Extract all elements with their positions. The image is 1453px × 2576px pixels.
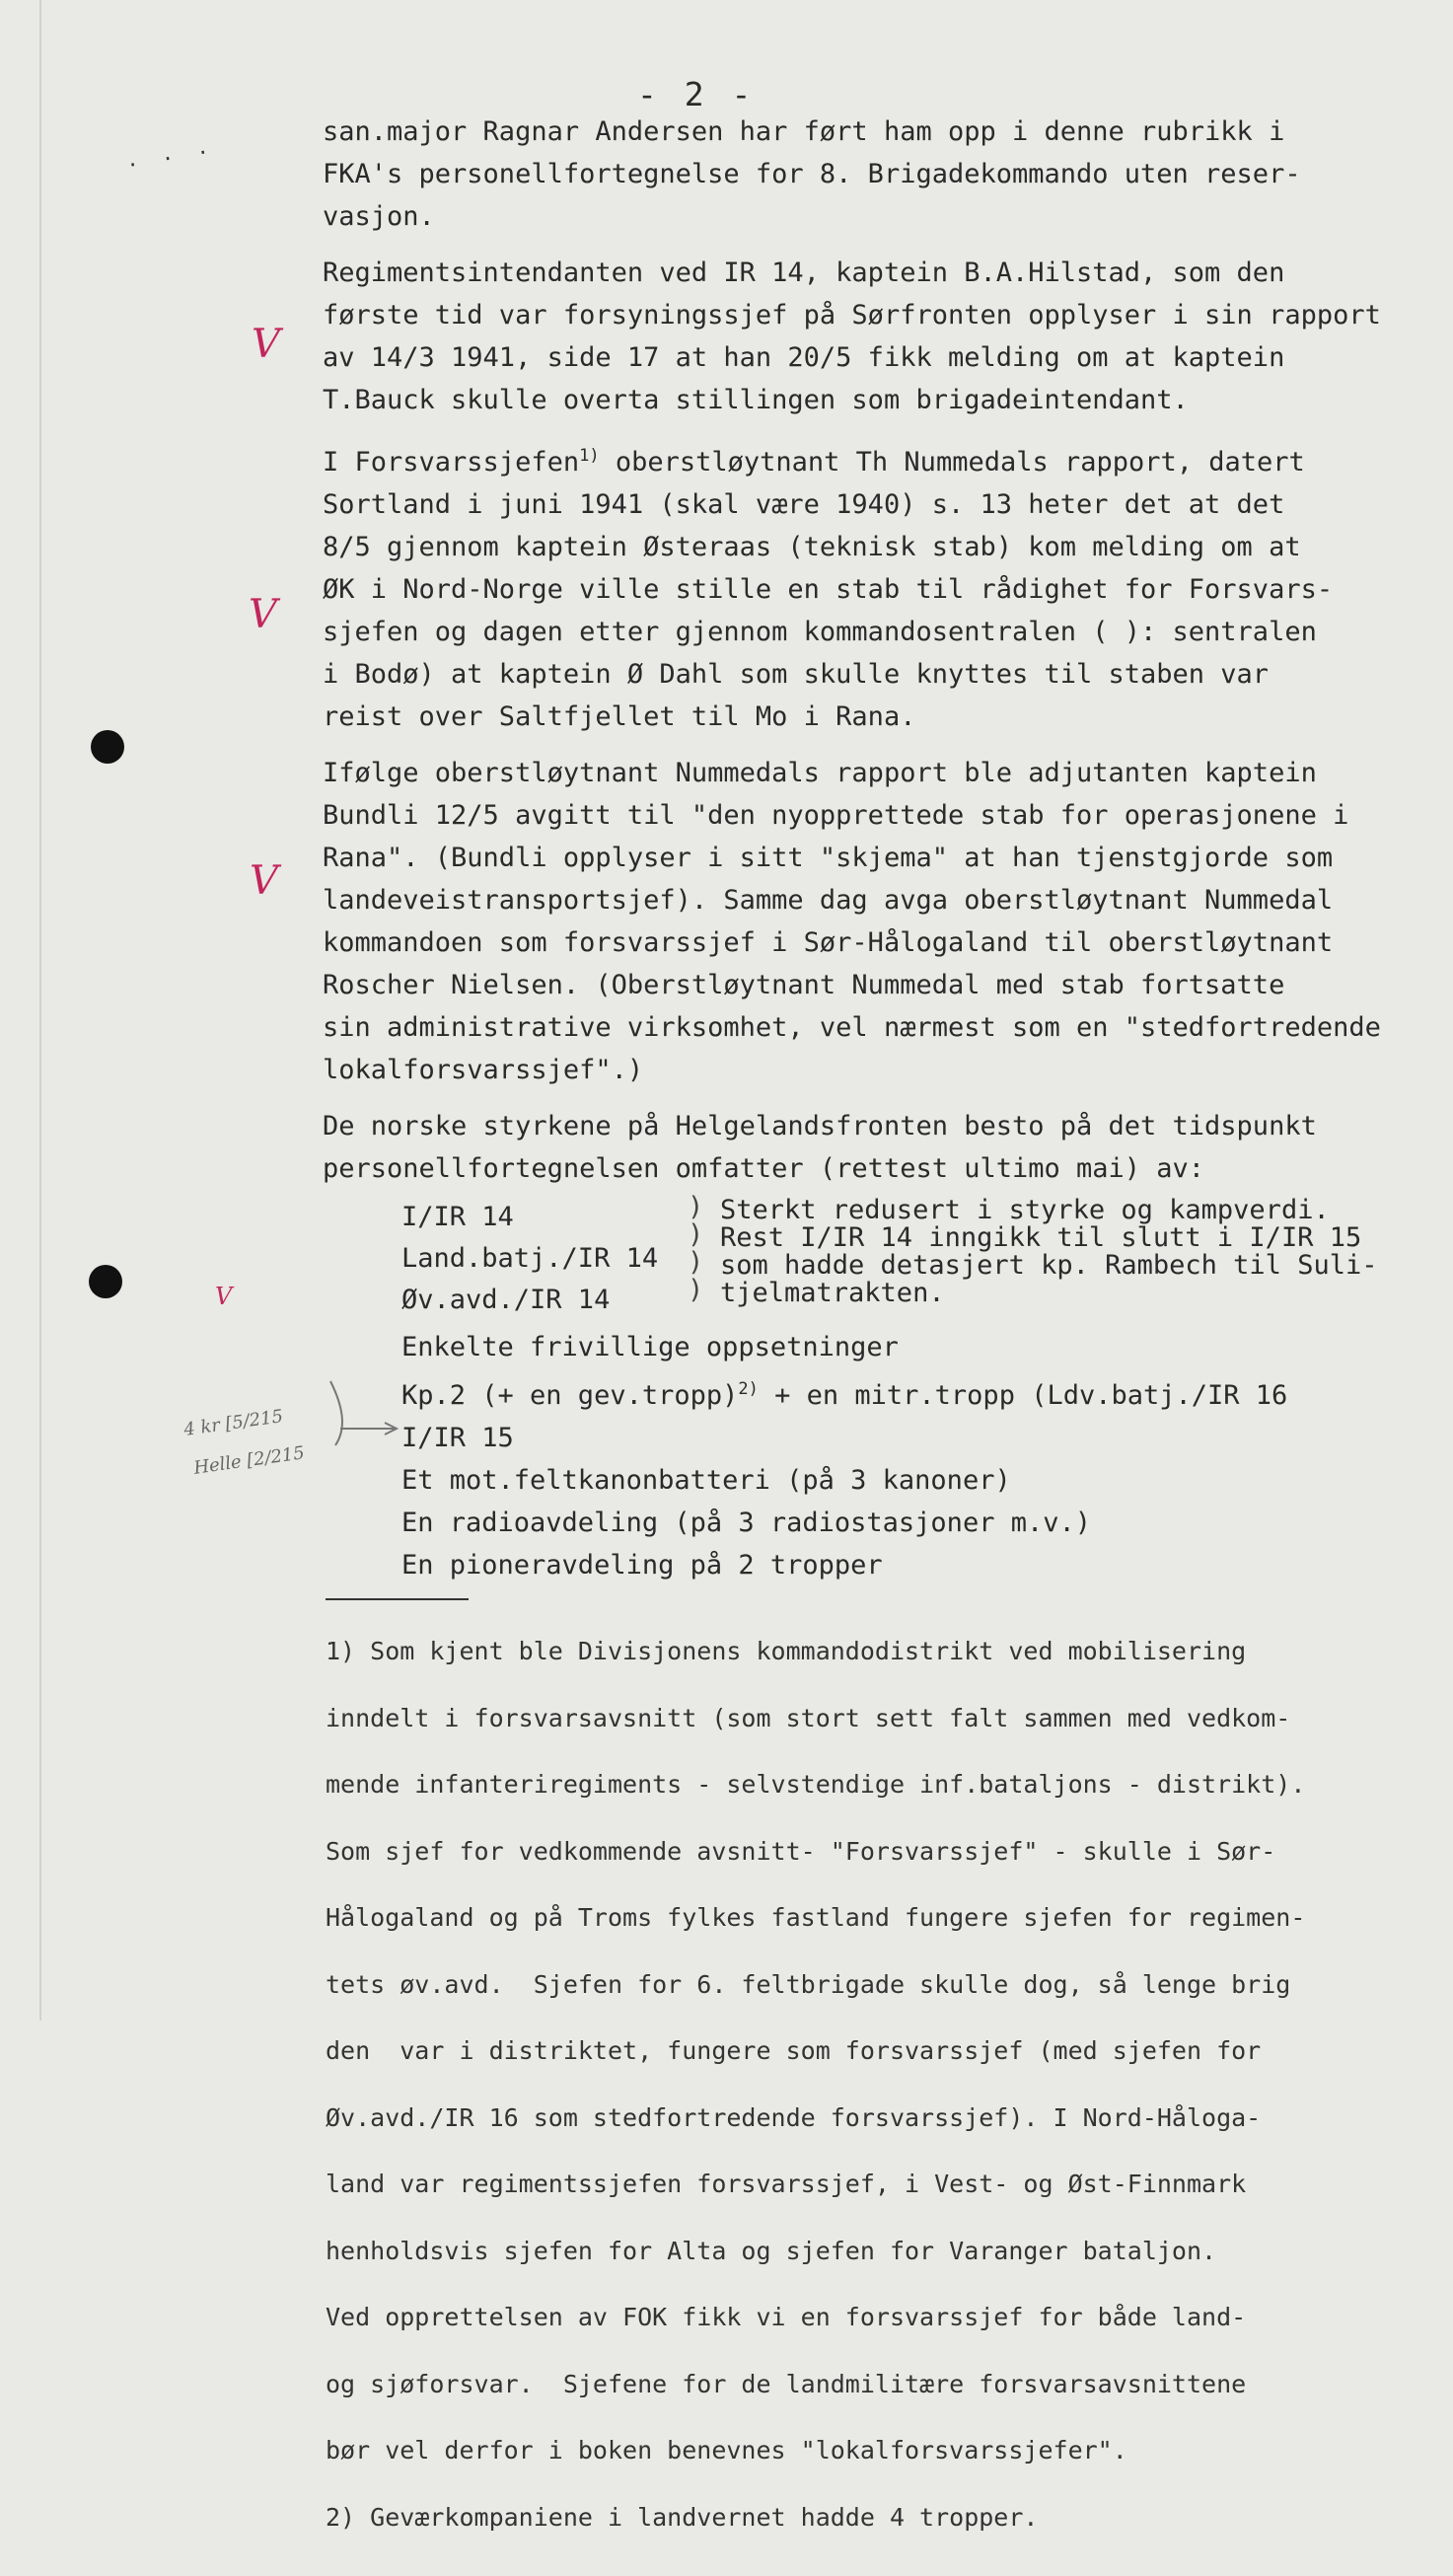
footnote-line: bør vel derfor i boken benevnes "lokalforsvarssjefer". — [326, 2436, 1127, 2465]
unit-item: Et mot.feltkanonbatteri (på 3 kanoner) — [401, 1465, 1011, 1496]
text-line: san.major Ragnar Andersen har ført ham opp i denne rubrikk i — [323, 116, 1285, 147]
footnote-ref: 1) — [579, 446, 600, 466]
footnote-ref: 2) — [738, 1379, 759, 1399]
footnote-line: Hålogaland og på Troms fylkes fastland fungere sjefen for regimen- — [326, 1903, 1306, 1932]
body-text — [323, 110, 1427, 1190]
footnote-line: mende infanteriregiments - selvstendige inf.bataljons - distrikt). — [326, 1770, 1306, 1799]
footnote-line: land var regimentssjefen forsvarssjef, i Vest- og Øst-Finnmark — [326, 2170, 1247, 2198]
footnote-line: 2) Geværkompaniene i landvernet hadde 4 tropper. — [326, 2502, 1039, 2532]
text-line: lokalforsvarssjef".) — [323, 1055, 644, 1085]
text-line: Bundli 12/5 avgitt til "den nyopprettede stab for operasjonene i — [323, 800, 1349, 831]
text-line: reist over Saltfjellet til Mo i Rana. — [323, 701, 916, 732]
footnote-line: inndelt i forsvarsavsnitt (som stort sett falt sammen med vedkom- — [326, 1703, 1291, 1732]
unit-item: Øv.avd./IR 14 — [401, 1285, 611, 1315]
text-line: T.Bauck skulle overta stillingen som brigadeintendant. — [323, 385, 1189, 415]
unit-item: Land.batj./IR 14 — [401, 1243, 659, 1274]
unit-item — [401, 1368, 1287, 1417]
note-line: Sterkt redusert i styrke og kampverdi. — [720, 1195, 1330, 1225]
check-mark-icon: V — [252, 322, 280, 367]
text-line: sin administrative virksomhet, vel nærmest som en "stedfortredende — [323, 1012, 1381, 1043]
note-line: tjelmatrakten. — [720, 1278, 945, 1308]
page-number: - 2 - — [637, 75, 756, 113]
text-line: personellfortegnelsen omfatter (rettest ultimo mai) av: — [323, 1153, 1205, 1184]
unit-item: Enkelte frivillige oppsetninger — [401, 1332, 899, 1362]
check-mark-icon: V — [249, 592, 277, 637]
footnote-line: den var i distriktet, fungere som forsvarssjef (med sjefen for — [326, 2036, 1262, 2065]
text-line: Rana". (Bundli opplyser i sitt "skjema" at han tjenstgjorde som — [323, 843, 1334, 873]
text-fragment: + en mitr.tropp (Ldv.batj./IR 16 — [758, 1380, 1288, 1411]
pencil-ticks: · · · — [124, 138, 217, 178]
footnote-line: Øv.avd./IR 16 som stedfortredende forsvarssjef). I Nord-Hålogа- — [326, 2102, 1262, 2132]
text-line: Ifølge oberstløytnant Nummedals rapport ble adjutanten kaptein — [323, 758, 1317, 788]
text-fragment: oberstløytnant Th Nummedals rapport, datert — [599, 447, 1305, 478]
note-line: som hadde detasjert kp. Rambech til Suli- — [720, 1250, 1378, 1281]
footnote-line: Ved opprettelsen av FOK fikk vi en forsvarssjef for både land- — [326, 2303, 1247, 2331]
punch-hole — [91, 730, 124, 764]
unit-item: En pioneravdeling på 2 tropper — [401, 1550, 883, 1581]
grouping-brace: ) ) ) ) — [688, 1192, 704, 1305]
unit-list — [401, 1197, 658, 1321]
footnote-line: henholdsvis sjefen for Alta og sjefen for Varanger bataljon. — [326, 2236, 1217, 2265]
additional-units — [401, 1326, 1287, 1586]
check-mark-icon: V — [215, 1283, 233, 1310]
unit-item: En radioavdeling (på 3 radiostasjoner m.v.) — [401, 1508, 1091, 1538]
fold-line — [39, 0, 41, 2021]
unit-item: I/IR 15 — [401, 1423, 514, 1453]
text-line: i Bodø) at kaptein Ø Dahl som skulle knyttes til staben var — [323, 659, 1270, 690]
text-line: Regimentsintendanten ved IR 14, kaptein B.A.Hilstad, som den — [323, 258, 1285, 288]
footnote-line: 1) Som kjent ble Divisjonens kommandodistrikt ved mobilisering — [326, 1637, 1247, 1665]
handwritten-note: 4 kr [5/215 — [182, 1406, 285, 1440]
text-fragment: I Forsvarssjefen — [323, 447, 580, 478]
footnote-line: tets øv.avd. Sjefen for 6. feltbrigade skulle dog, så lenge brig — [326, 1969, 1291, 1999]
text-line: ØK i Nord-Norge ville stille en stab til rådighet for Forsvars- — [323, 574, 1334, 605]
text-line: 8/5 gjennom kaptein Østeraas (teknisk stab) kom melding om at — [323, 532, 1301, 562]
text-line: landeveistransportsjef). Samme dag avga oberstløytnant Nummedal — [323, 885, 1334, 916]
text-line — [323, 435, 1427, 483]
check-mark-icon: V — [250, 858, 278, 904]
note-line: Rest I/IR 14 inngikk til slutt i I/IR 15 — [720, 1222, 1362, 1253]
unit-item: I/IR 14 — [401, 1202, 514, 1232]
text-line: De norske styrkene på Helgelandsfronten besto på det tidspunkt — [323, 1111, 1317, 1141]
unit-note — [720, 1197, 1377, 1307]
text-line: av 14/3 1941, side 17 at han 20/5 fikk melding om at kaptein — [323, 342, 1285, 373]
handwritten-note: Helle [2/215 — [192, 1442, 307, 1479]
text-line: første tid var forsyningssjef på Sørfronten opplyser i sin rapport — [323, 300, 1381, 331]
punch-hole — [89, 1265, 122, 1298]
pencil-arrow-icon — [326, 1371, 404, 1450]
text-line: kommandoen som forsvarssjef i Sør-Hålogaland til oberstløytnant — [323, 927, 1334, 958]
text-line: Roscher Nielsen. (Oberstløytnant Nummedal med stab fortsatte — [323, 970, 1285, 1000]
text-line: Sortland i juni 1941 (skal være 1940) s. 13 heter det at det — [323, 489, 1285, 520]
footnote-line: Som sjef for vedkommende avsnitt- "Forsvarssjef" - skulle i Sør- — [326, 1836, 1276, 1866]
footnotes — [326, 1596, 1430, 2573]
footnote-line: og sjøforsvar. Sjefene for de landmilitære forsvarsavsnittene — [326, 2369, 1247, 2398]
text-line: sjefen og dagen etter gjennom kommandosentralen ( ): sentralen — [323, 617, 1317, 647]
text-line: vasjon. — [323, 201, 435, 232]
text-fragment: Kp.2 (+ en gev.tropp) — [401, 1380, 739, 1411]
text-line: FKA's personellfortegnelse for 8. Brigadekommando uten reser- — [323, 159, 1301, 189]
